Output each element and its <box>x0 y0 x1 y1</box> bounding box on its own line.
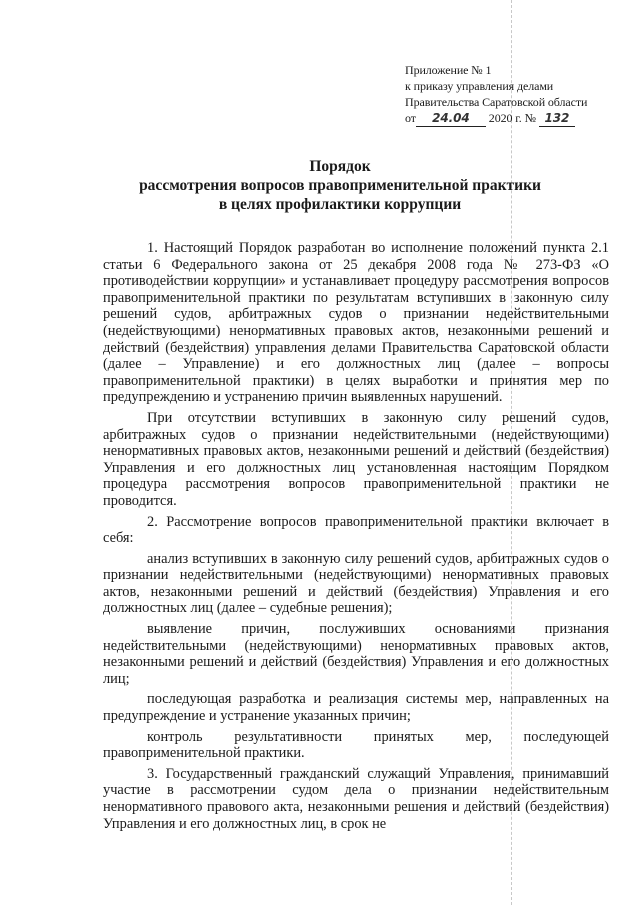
year-text: 2020 г. № <box>488 111 536 125</box>
list-item-identification: выявление причин, послуживших основаниями признания недействительными (недействующими) ненормативных правовых актов, незаконными решений и действий (бездействия) Управления и его должностных лиц; <box>103 621 609 687</box>
appendix-block <box>405 62 635 127</box>
date-prefix: от <box>405 111 416 125</box>
appendix-line-3: Правительства Саратовской области <box>405 95 588 109</box>
appendix-line-2: к приказу управления делами <box>405 79 554 93</box>
paragraph-3: 2. Рассмотрение вопросов правоприменительной практики включает в себя: <box>103 513 609 547</box>
paragraph-4: 3. Государственный гражданский служащий Управления, принимавший участие в рассмотрении судом дела о признании недействительным ненормативного правового акта, незаконными решения и действий (бездействия) Управления и его должностных лиц, в срок не <box>103 765 609 832</box>
list-item-development: последующая разработка и реализация системы мер, направленных на предупреждение и устранение указанных причин; <box>103 691 609 725</box>
document-title <box>60 157 620 214</box>
appendix-line-1: Приложение № 1 <box>405 63 492 77</box>
title-line-3: в целях профилактики коррупции <box>218 196 462 213</box>
document-body <box>103 240 609 832</box>
handwritten-number: 132 <box>539 110 575 127</box>
title-line-1: Порядок <box>309 158 371 175</box>
list-item-analysis: анализ вступивших в законную силу решений судов, арбитражных судов о признании недействительными (недействующими) ненормативных правовых актов, незаконными решений и действий (бездействия) Управления и его должностных лиц (далее – судебные решения); <box>103 550 609 617</box>
paragraph-2: При отсутствии вступивших в законную силу решений судов, арбитражных судов о признании недействительными (недействующими) ненормативных правовых актов, незаконными решений и действий (бездействия) Управления и его должностных лиц установленная настоящим Порядком процедура рассмотрения вопросов правоприменительной практики не проводится. <box>103 409 609 509</box>
appendix-date-line <box>405 110 635 127</box>
list-item-control: контроль результативности принятых мер, последующей правоприменительной практики. <box>103 728 609 762</box>
paragraph-1: 1. Настоящий Порядок разработан во исполнение положений пункта 2.1 статьи 6 Федерального закона от 25 декабря 2008 года № 273-ФЗ «О противодействии коррупции» и устанавливает процедуру рассмотрения вопросов правоприменительной практики по результатам вступивших в законную силу решений судов, арбитражных судов о признании недействительными (недействующими) ненормативных правовых актов, незаконными решений и действий (бездействия) управления делами Правительства Саратовской области (далее – Управление) и его должностных лиц (далее – вопросы правоприменительной практики) в целях выработки и принятия мер по предупреждению и устранению причин выявленных нарушений. <box>103 240 609 406</box>
title-line-2: рассмотрения вопросов правоприменительной практики <box>139 177 541 194</box>
handwritten-date: 24.04 <box>416 110 486 127</box>
